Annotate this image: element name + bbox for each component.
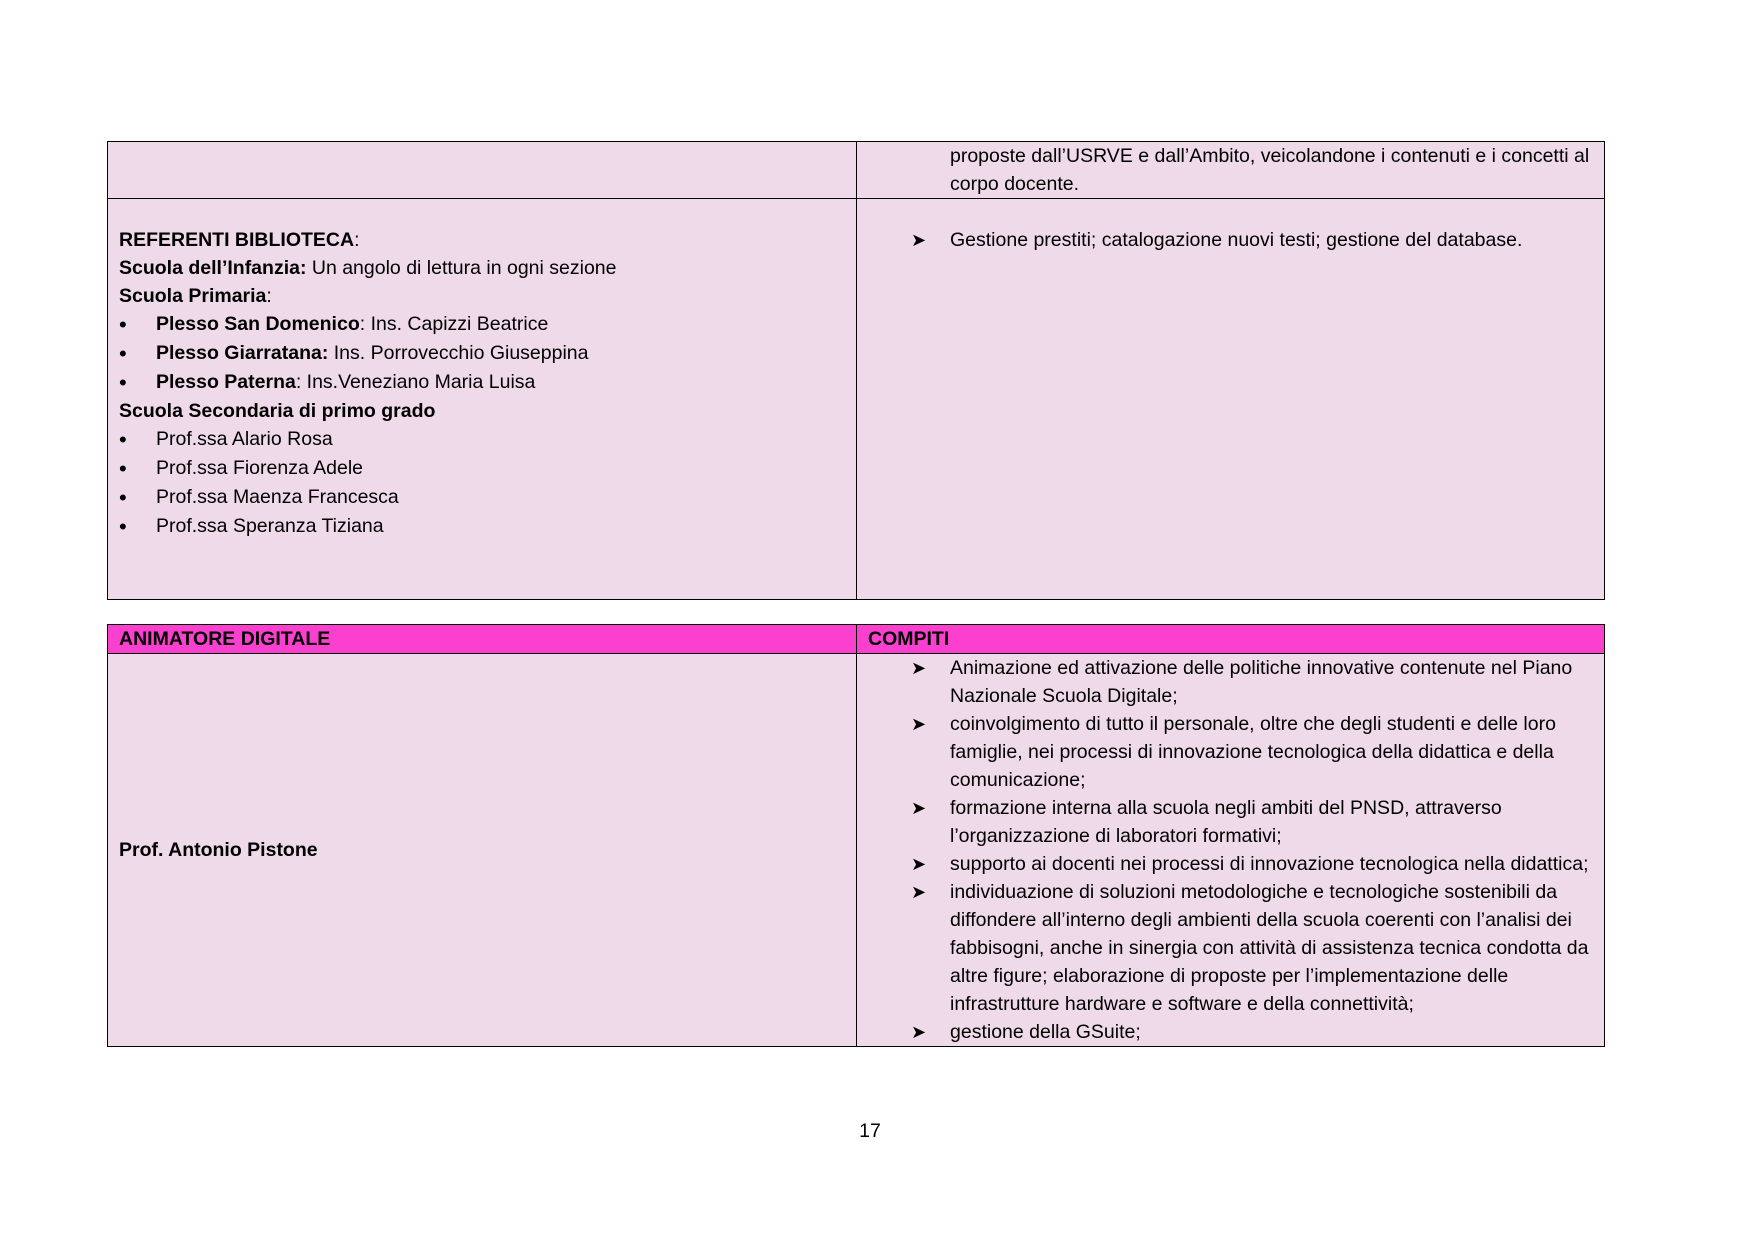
biblioteca-task-list: [868, 226, 1593, 254]
infanzia-text: Un angolo di lettura in ogni sezione: [306, 257, 617, 279]
infanzia-line: [119, 254, 845, 282]
task-text: Animazione ed attivazione delle politiche innovative contenute nel Piano Nazionale Scuola Digitale;: [950, 657, 1573, 707]
infanzia-label: Scuola dell’Infanzia:: [119, 257, 307, 279]
list-item: [911, 850, 1593, 878]
biblioteca-tasks-cell: [857, 199, 1605, 600]
person-cell: [108, 654, 857, 1047]
arrow-bullet-icon: ➤: [911, 854, 927, 874]
arrow-bullet-icon: ➤: [911, 798, 927, 818]
table-row: [108, 654, 1605, 1047]
page-number: 17: [859, 1120, 881, 1142]
task-text: formazione interna alla scuola negli ambiti del PNSD, attraverso l’organizzazione di laboratori formativi;: [950, 797, 1502, 847]
referenti-biblioteca-table: [107, 141, 1605, 600]
list-item: [911, 1018, 1593, 1046]
list-item: • Prof.ssa Alario Rosa: [156, 425, 845, 454]
secondaria-label: Scuola Secondaria di primo grado: [119, 400, 436, 422]
task-text: Gestione prestiti; catalogazione nuovi testi; gestione del database.: [950, 229, 1523, 251]
list-item: [911, 794, 1593, 850]
plesso-sep: :: [359, 313, 366, 335]
task-text: individuazione di soluzioni metodologiche e tecnologiche sostenibili da diffondere all’interno degli ambienti della scuola coerenti con l’analisi dei fabbisogni, anche in sinergia con attività di assistenza tecnica condotta da altre figure; elaborazione di proposte per l’implementazione delle infrastrutture hardware e software e della connettività;: [950, 881, 1589, 1015]
secondaria-list: [119, 425, 845, 541]
list-item: • Prof.ssa Fiorenza Adele: [156, 454, 845, 483]
list-item: [911, 654, 1593, 710]
table-row: [108, 199, 1605, 600]
list-item: [911, 226, 1593, 254]
list-item: [156, 339, 845, 368]
animatore-digitale-table: [107, 624, 1605, 1047]
arrow-bullet-icon: ➤: [911, 714, 927, 734]
primaria-label: Scuola Primaria: [119, 285, 267, 307]
referenti-cell: [108, 199, 857, 600]
plesso-name: Ins.Veneziano Maria Luisa: [301, 371, 536, 393]
arrow-bullet-icon: ➤: [911, 882, 927, 902]
compiti-cell: [857, 654, 1605, 1047]
table-cell-empty: [108, 142, 857, 199]
referenti-heading-line: [119, 226, 845, 254]
plesso-name: Ins. Porrovecchio Giuseppina: [328, 342, 589, 364]
plesso-name: Ins. Capizzi Beatrice: [365, 313, 549, 335]
primaria-list: [119, 310, 845, 397]
list-item: [911, 710, 1593, 794]
compiti-task-list: [868, 654, 1593, 1046]
task-text: gestione della GSuite;: [950, 1021, 1141, 1043]
primaria-suffix: :: [266, 285, 272, 307]
table-header-row: [108, 625, 1605, 654]
arrow-bullet-icon: ➤: [911, 1022, 927, 1042]
plesso-label: Plesso San Domenico: [156, 313, 360, 335]
list-item: [156, 310, 845, 339]
person-name: Prof. Antonio Pistone: [119, 839, 318, 861]
list-item: • Prof.ssa Speranza Tiziana: [156, 512, 845, 541]
table-cell-continued-text: [857, 142, 1605, 199]
plesso-label: Plesso Giarratana:: [156, 342, 329, 364]
plesso-sep: :: [295, 371, 302, 393]
header-animatore-digitale: ANIMATORE DIGITALE: [108, 625, 857, 654]
continued-paragraph: proposte dall’USRVE e dall’Ambito, veicolandone i contenuti e i concetti al corpo docente.: [950, 145, 1590, 195]
arrow-bullet-icon: ➤: [911, 658, 927, 678]
referenti-heading: REFERENTI BIBLIOTECA: [119, 229, 355, 251]
arrow-bullet-icon: ➤: [911, 230, 927, 250]
list-item: [911, 878, 1593, 1018]
primaria-line: [119, 282, 845, 310]
table-row: [108, 142, 1605, 199]
task-text: coinvolgimento di tutto il personale, oltre che degli studenti e delle loro famiglie, nei processi di innovazione tecnologica della didattica e della comunicazione;: [950, 713, 1556, 791]
task-text: supporto ai docenti nei processi di innovazione tecnologica nella didattica;: [950, 853, 1589, 875]
secondaria-line: [119, 397, 845, 425]
list-item: [156, 368, 845, 397]
list-item: • Prof.ssa Maenza Francesca: [156, 483, 845, 512]
heading-suffix: :: [354, 229, 360, 251]
plesso-label: Plesso Paterna: [156, 371, 296, 393]
header-compiti: COMPITI: [857, 625, 1605, 654]
